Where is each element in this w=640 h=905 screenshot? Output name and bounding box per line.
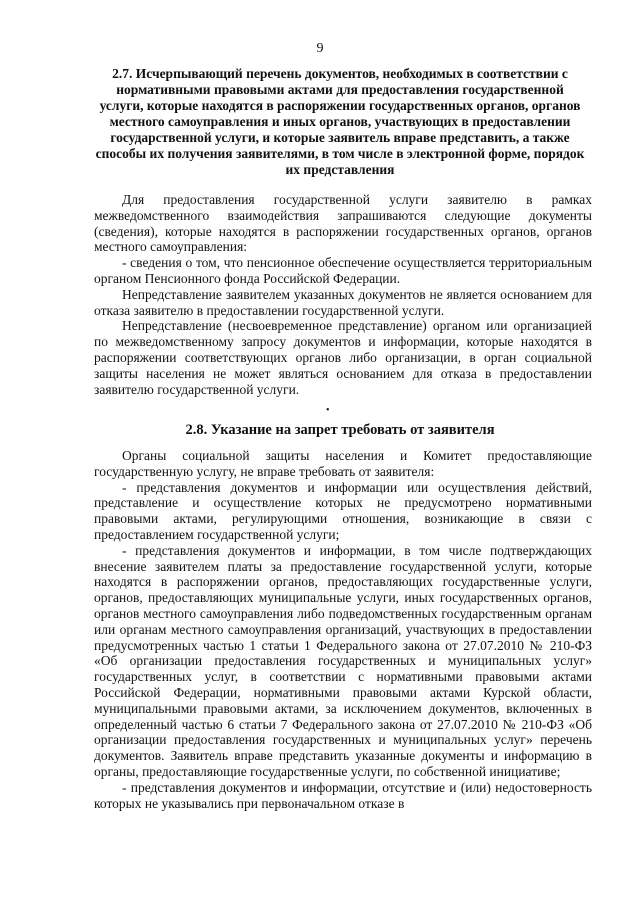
paragraph: - представления документов и информации, отсутствие и (или) недостоверность которых не указывались при первоначальном отказе в xyxy=(94,779,592,811)
section-2-7-body xyxy=(94,192,592,397)
paragraph: - представления документов и информации, в том числе подтверждающих внесение заявителем платы за предоставление государственной услуги, которые находятся в распоряжении органов, предоставляющих государственные услуги, органов, предоставляющих муниципальные услуги, иных государственных органов, органов местного самоуправления либо подведомственных государственным органам или органам местного самоуправления организаций, участвующих в предоставлении предусмотренных частью 1 статьи 1 Федерального закона от 27.07.2010 № 210-ФЗ «Об организации предоставления государственных и муниципальных услуг» государственных услуг, в соответствии с нормативными правовыми актами Российской Федерации, нормативными правовыми актами Курской области, муниципальными правовыми актами, за исключением документов, включенных в определенный частью 6 статьи 7 Федерального закона от 27.07.2010 № 210-ФЗ «Об организации предоставления государственных и муниципальных услуг» перечень документов. Заявитель вправе представить указанные документы и информацию в органы, предоставляющие государственные услуги, по собственной инициативе; xyxy=(94,542,592,779)
paragraph: - представления документов и информации или осуществления действий, представление и осуществление которых не предусмотрено нормативными правовыми актами, регулирующими отношения, возникающие в связи с предоставлением государственной услуги; xyxy=(94,479,592,542)
paragraph: - сведения о том, что пенсионное обеспечение осуществляется территориальным органом Пенсионного фонда Российской Федерации. xyxy=(94,255,592,286)
section-2-7-heading: 2.7. Исчерпывающий перечень документов, необходимых в соответствии с нормативными правовыми актами для предоставления государственной услуги, которые находятся в распоряжении государственных органов, органов местного самоуправления и иных органов, участвующих в предоставлении государственной услуги, и которые заявитель вправе представить, а также способы их получения заявителями, в том числе в электронной форме, порядок их представления xyxy=(95,66,585,177)
stray-dot: • xyxy=(326,405,330,416)
paragraph: Органы социальной защиты населения и Комитет предоставляющие государственную услугу, не вправе требовать от заявителя: xyxy=(94,448,592,479)
paragraph: Непредставление заявителем указанных документов не является основанием для отказа заявителю в предоставлении государственной услуги. xyxy=(94,286,592,318)
section-2-8-heading: 2.8. Указание на запрет требовать от заявителя xyxy=(185,422,495,438)
paragraph: Непредставление (несвоевременное представление) органом или организацией по межведомственному запросу документов и информации, которые находятся в распоряжении соответствующих органов либо организации, в орган социальной защиты населения не может являться основанием для отказа в предоставлении заявителю государственной услуги. xyxy=(94,318,592,397)
section-2-8-body xyxy=(94,448,592,811)
page-number: 9 xyxy=(316,41,324,56)
paragraph: Для предоставления государственной услуги заявителю в рамках межведомственного взаимодействия запрашиваются следующие документы (сведения), которые находятся в распоряжении государственных органов, органов местного самоуправления: xyxy=(94,192,592,255)
